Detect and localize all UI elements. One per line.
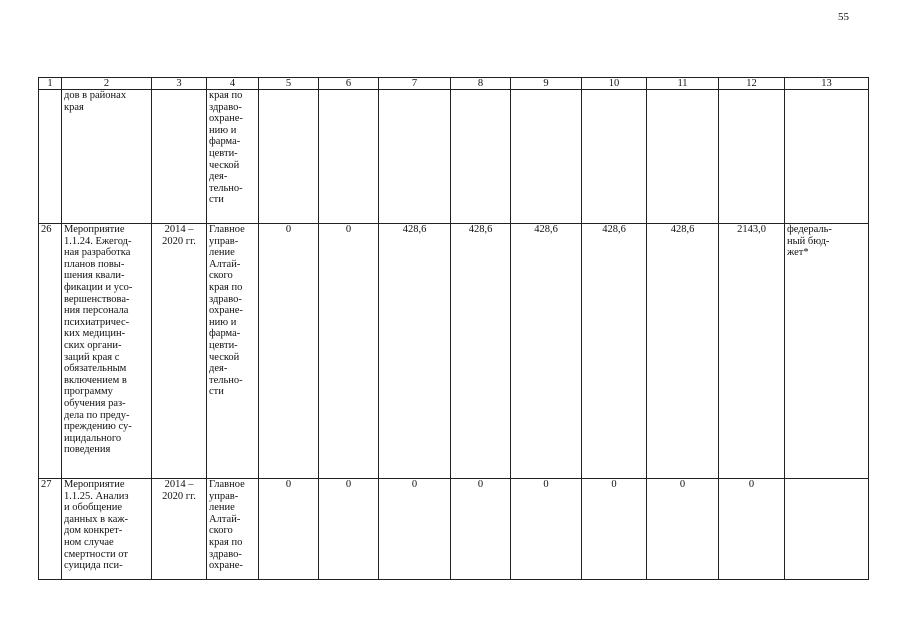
header-col-1: 1 [39, 78, 62, 90]
value-col-9: 0 [511, 479, 582, 580]
row-number: 27 [39, 479, 62, 580]
header-col-3: 3 [152, 78, 207, 90]
value-col-11: 0 [647, 479, 719, 580]
header-row [39, 78, 869, 90]
value-col-10: 428,6 [582, 224, 647, 479]
value-col-10: 0 [582, 479, 647, 580]
funding-source [785, 90, 869, 224]
value-col-7: 0 [379, 479, 451, 580]
value-col-5: 0 [259, 479, 319, 580]
executor: Главное управ- ление Алтай- ского края по здраво- охране- нию и фарма- цевти- ческой дея- тельно- сти [207, 224, 259, 479]
program-table [38, 77, 869, 580]
value-col-6: 0 [319, 479, 379, 580]
header-col-4: 4 [207, 78, 259, 90]
row-number [39, 90, 62, 224]
value-col-10 [582, 90, 647, 224]
header-col-11: 11 [647, 78, 719, 90]
header-col-9: 9 [511, 78, 582, 90]
value-col-5: 0 [259, 224, 319, 479]
value-col-8: 0 [451, 479, 511, 580]
table-row [39, 90, 869, 224]
header-col-10: 10 [582, 78, 647, 90]
value-col-7 [379, 90, 451, 224]
header-col-2: 2 [62, 78, 152, 90]
header-col-7: 7 [379, 78, 451, 90]
value-col-7: 428,6 [379, 224, 451, 479]
page-number: 55 [838, 11, 849, 23]
table-row [39, 224, 869, 479]
executor: Главное управ- ление Алтай- ского края по здраво- охране- [207, 479, 259, 580]
header-col-6: 6 [319, 78, 379, 90]
header-col-13: 13 [785, 78, 869, 90]
header-col-12: 12 [719, 78, 785, 90]
value-col-11: 428,6 [647, 224, 719, 479]
header-col-5: 5 [259, 78, 319, 90]
funding-source [785, 479, 869, 580]
value-col-9 [511, 90, 582, 224]
funding-source: федераль- ный бюд- жет* [785, 224, 869, 479]
executor: края по здраво- охране- нию и фарма- цевти- ческой дея- тельно- сти [207, 90, 259, 224]
row-number: 26 [39, 224, 62, 479]
header-col-8: 8 [451, 78, 511, 90]
value-col-12: 2143,0 [719, 224, 785, 479]
measure-name: дов в районах края [62, 90, 152, 224]
period: 2014 – 2020 гг. [152, 479, 207, 580]
value-col-12 [719, 90, 785, 224]
measure-name: Мероприятие 1.1.24. Ежегод- ная разработка планов повы- шения квали- фикации и усо- вершенствова- ния персонала психиатричес- ких медицин- ских органи- заций края с обязательным включением в программу обучения раз- дела по преду- преждению су- ицидального поведения [62, 224, 152, 479]
table-row [39, 479, 869, 580]
measure-name: Мероприятие 1.1.25. Анализ и обобщение данных в каж- дом конкрет- ном случае смертности от суицида пси- [62, 479, 152, 580]
value-col-9: 428,6 [511, 224, 582, 479]
value-col-6: 0 [319, 224, 379, 479]
value-col-8: 428,6 [451, 224, 511, 479]
value-col-11 [647, 90, 719, 224]
value-col-5 [259, 90, 319, 224]
value-col-6 [319, 90, 379, 224]
period: 2014 – 2020 гг. [152, 224, 207, 479]
value-col-12: 0 [719, 479, 785, 580]
period [152, 90, 207, 224]
value-col-8 [451, 90, 511, 224]
